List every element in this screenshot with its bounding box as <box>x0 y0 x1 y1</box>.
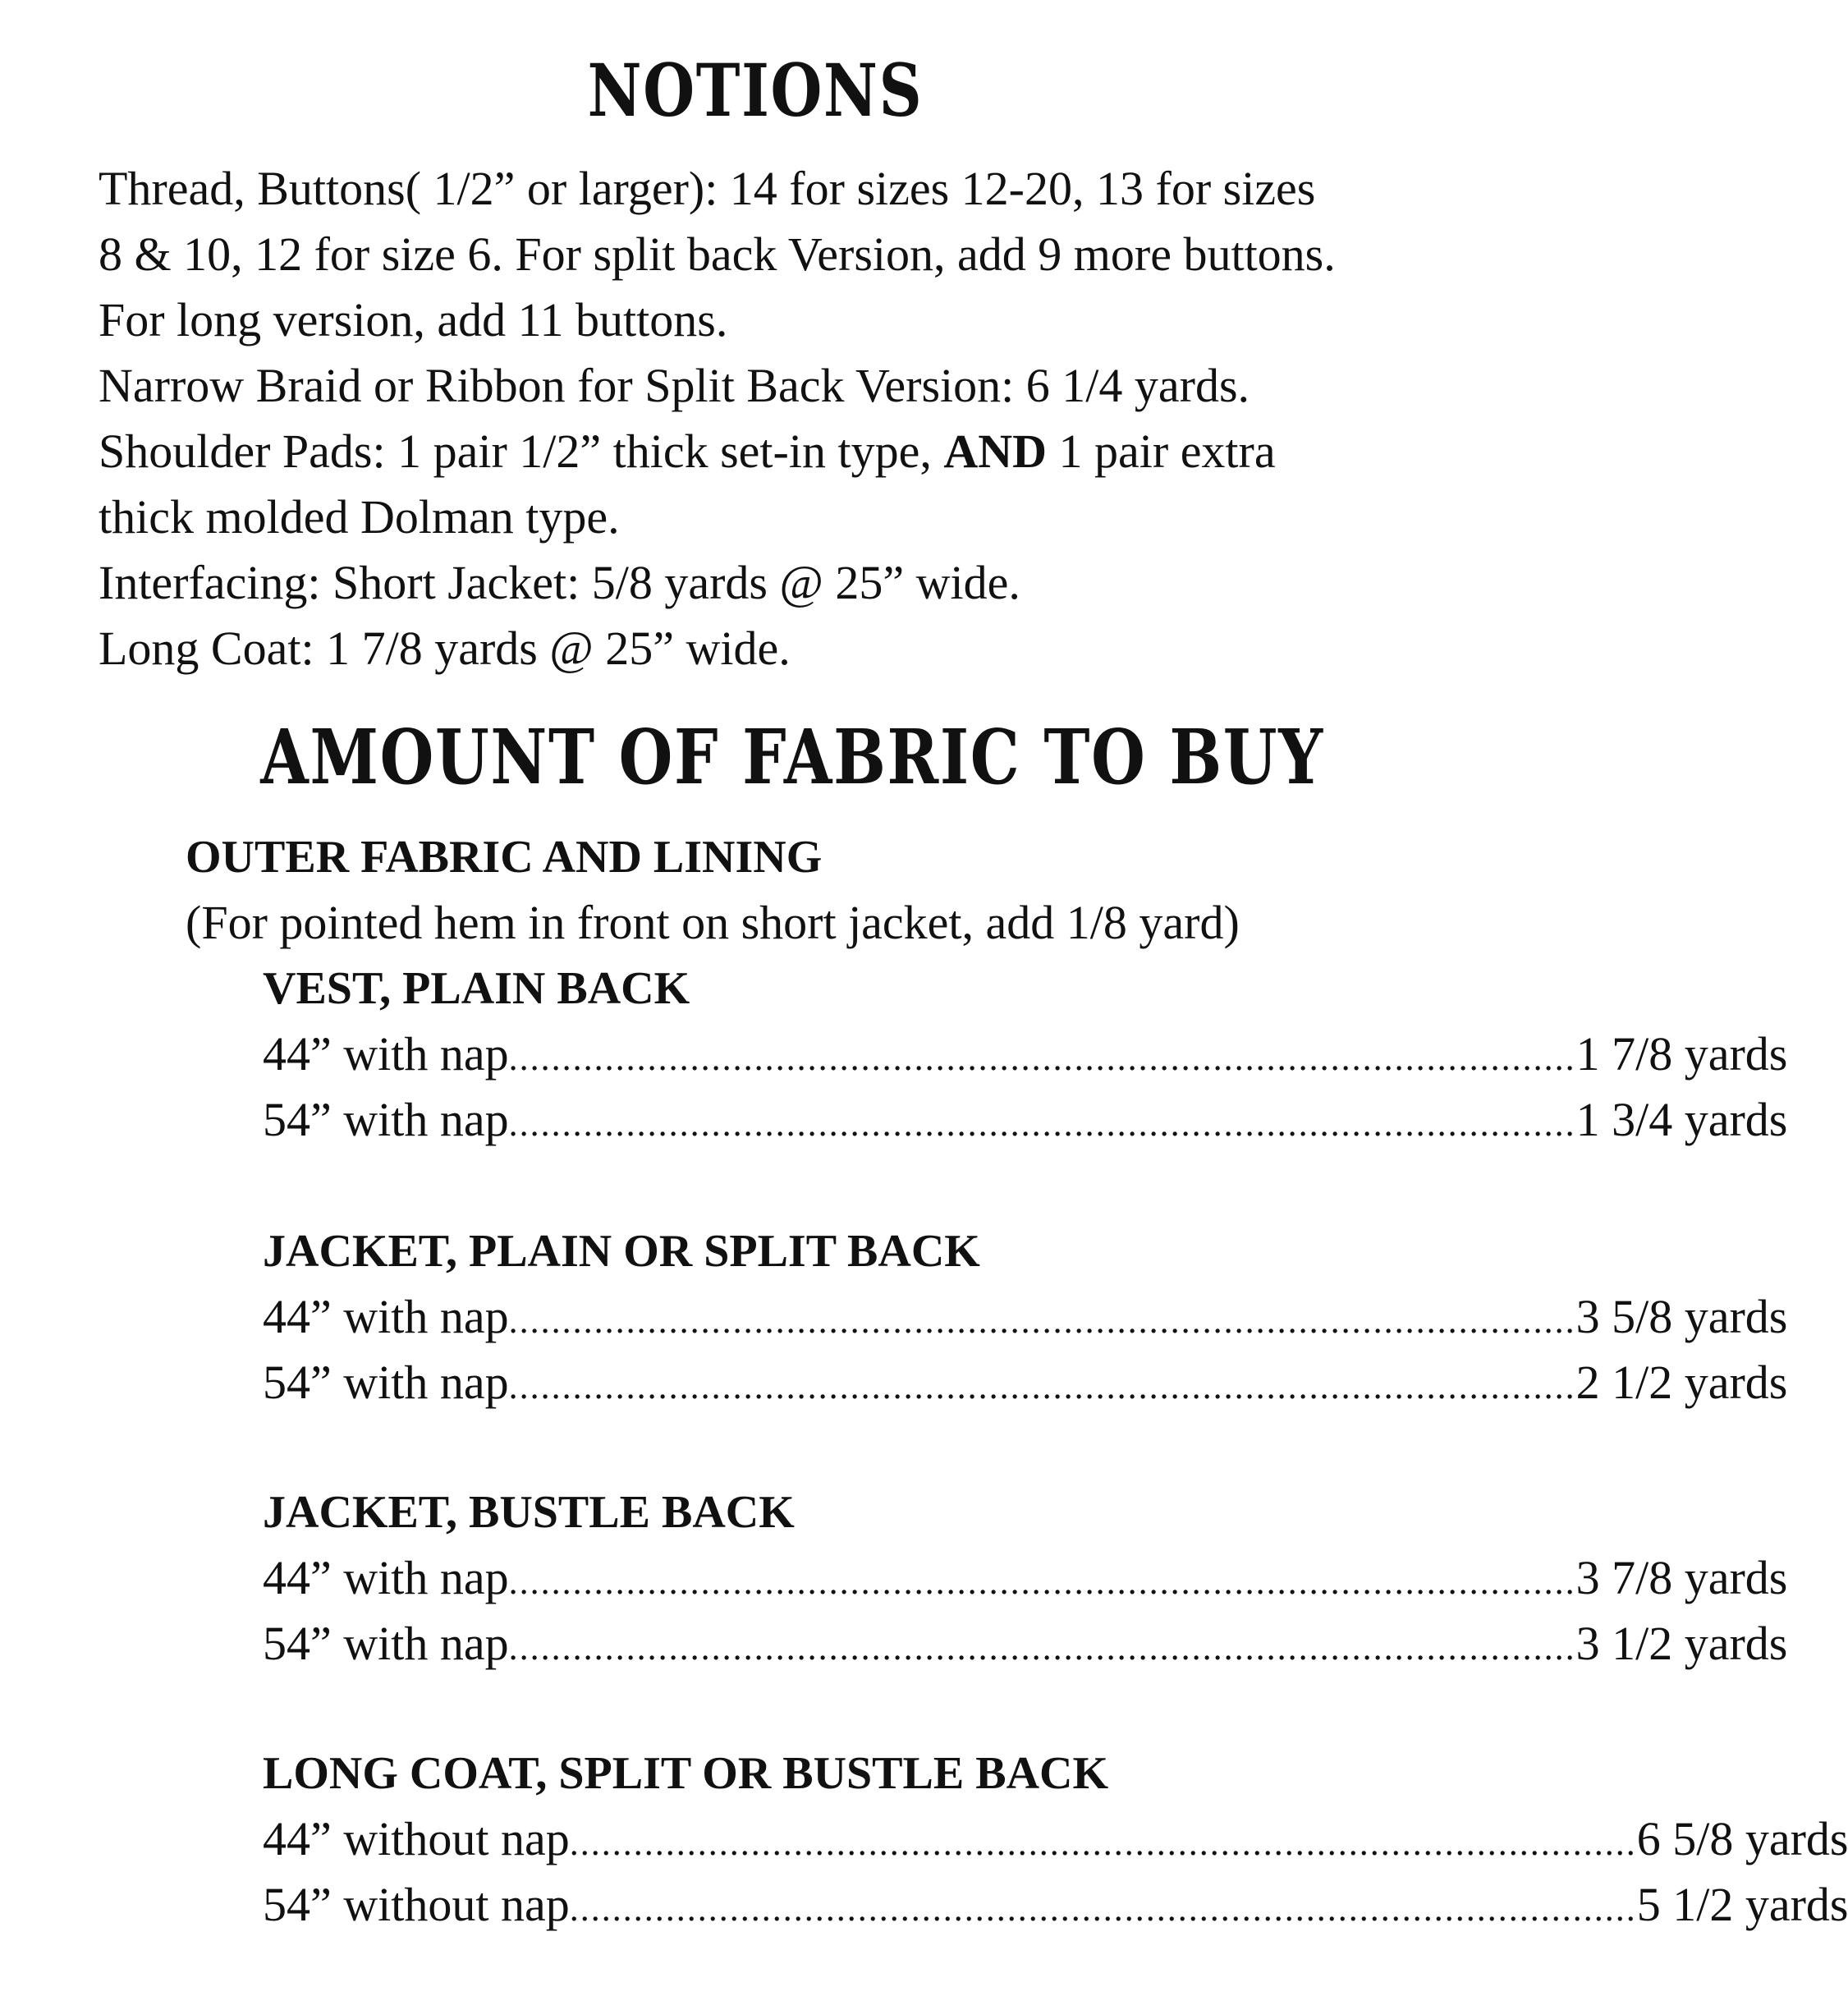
group-jacket-plain-split-back <box>263 1218 1788 1416</box>
outer-fabric-subheading: OUTER FABRIC AND LINING <box>186 832 823 883</box>
fabric-amount: 3 7/8 yards <box>1575 1551 1788 1604</box>
fabric-width-label: 44” without nap <box>263 1812 570 1865</box>
fabric-heading: AMOUNT OF FABRIC TO BUY <box>260 713 1324 801</box>
fabric-width-label: 44” with nap <box>263 1290 509 1343</box>
leader-dots: .................................................................................................... <box>508 1301 1576 1341</box>
shoulder-pads-text-end: 1 pair extra <box>1047 424 1276 478</box>
shoulder-pads-and-emphasis: AND <box>943 424 1048 478</box>
notions-line-dolman: thick molded Dolman type. <box>99 490 620 544</box>
leader-dots: .................................................................................................... <box>508 1366 1576 1406</box>
fabric-row <box>263 1350 1788 1416</box>
fabric-width-label: 44” with nap <box>263 1551 509 1604</box>
fabric-width-label: 44” with nap <box>263 1027 509 1081</box>
fabric-amount: 3 1/2 yards <box>1575 1617 1788 1670</box>
notions-line-braid: Narrow Braid or Ribbon for Split Back Version: 6 1/4 yards. <box>99 359 1250 412</box>
fabric-amount: 3 5/8 yards <box>1575 1290 1788 1343</box>
leader-dots: .................................................................................................... <box>569 1888 1637 1929</box>
notions-line-thread-buttons: Thread, Buttons( 1/2” or larger): 14 for sizes 12-20, 13 for sizes <box>99 162 1316 215</box>
leader-dots: .................................................................................................... <box>508 1104 1576 1144</box>
shoulder-pads-text: Shoulder Pads: 1 pair 1/2” thick set-in type, <box>99 424 944 478</box>
group-title: JACKET, BUSTLE BACK <box>263 1487 795 1538</box>
group-title: VEST, PLAIN BACK <box>263 963 690 1014</box>
notions-list <box>99 156 1617 681</box>
leader-dots: .................................................................................................... <box>508 1627 1576 1668</box>
fabric-width-label: 54” without nap <box>263 1878 570 1931</box>
leader-dots: .................................................................................................... <box>569 1823 1637 1863</box>
fabric-width-label: 54” with nap <box>263 1617 509 1670</box>
fabric-width-label: 54” with nap <box>263 1356 509 1409</box>
fabric-row <box>263 1284 1788 1350</box>
fabric-amount: 6 5/8 yards <box>1636 1812 1848 1865</box>
fabric-row <box>263 1872 1848 1938</box>
notions-heading: NOTIONS <box>587 48 924 133</box>
fabric-row <box>263 1611 1788 1677</box>
group-title: JACKET, PLAIN OR SPLIT BACK <box>263 1226 980 1277</box>
fabric-row <box>263 1087 1788 1153</box>
fabric-amount: 1 7/8 yards <box>1575 1027 1788 1081</box>
fabric-row <box>263 1806 1848 1872</box>
notions-line-sizes: 8 & 10, 12 for size 6. For split back Version, add 9 more buttons. <box>99 227 1336 281</box>
fabric-width-label: 54” with nap <box>263 1093 509 1146</box>
notions-line-interfacing-short: Interfacing: Short Jacket: 5/8 yards @ 25” wide. <box>99 556 1020 609</box>
group-long-coat <box>263 1741 1848 1938</box>
notions-line-interfacing-long: Long Coat: 1 7/8 yards @ 25” wide. <box>99 622 791 675</box>
group-title: LONG COAT, SPLIT OR BUSTLE BACK <box>263 1748 1109 1799</box>
group-jacket-bustle-back <box>263 1480 1788 1677</box>
leader-dots: .................................................................................................... <box>508 1562 1576 1602</box>
fabric-amount: 2 1/2 yards <box>1575 1356 1788 1409</box>
fabric-amount: 1 3/4 yards <box>1575 1093 1788 1146</box>
fabric-row <box>263 1021 1788 1087</box>
notions-line-shoulder-pads <box>99 419 1617 484</box>
fabric-amount: 5 1/2 yards <box>1636 1878 1848 1931</box>
group-vest-plain-back <box>263 956 1788 1153</box>
pointed-hem-note: (For pointed hem in front on short jacket, add 1/8 yard) <box>186 896 1240 949</box>
fabric-row <box>263 1545 1788 1611</box>
notions-line-long-version: For long version, add 11 buttons. <box>99 293 728 346</box>
leader-dots: .................................................................................................... <box>508 1038 1576 1078</box>
